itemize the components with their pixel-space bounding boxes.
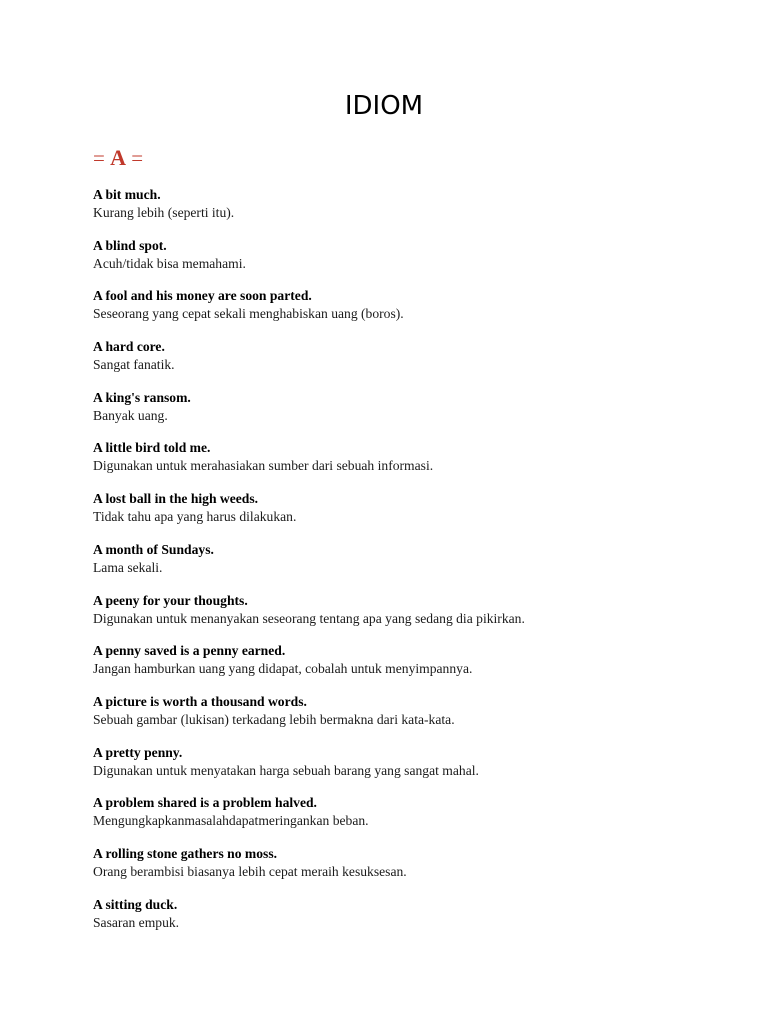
- idiom-meaning: Digunakan untuk menyatakan harga sebuah barang yang sangat mahal.: [93, 762, 479, 778]
- idiom-term: A problem shared is a problem halved.: [93, 795, 317, 811]
- section-header-prefix: =: [93, 146, 111, 170]
- idiom-term: A bit much.: [93, 187, 161, 202]
- idiom-meaning: Acuh/tidak bisa memahami.: [93, 255, 246, 271]
- idiom-term: A pretty penny.: [93, 744, 183, 760]
- idiom-meaning: Banyak uang.: [93, 407, 168, 423]
- idiom-meaning: Mengungkapkanmasalahdapatmeringankan beban.: [93, 813, 369, 829]
- idiom-entry: [93, 338, 733, 389]
- idiom-term: A peeny for your thoughts.: [93, 592, 248, 608]
- idiom-term: A sitting duck.: [93, 896, 178, 912]
- idiom-term: A penny saved is a penny earned.: [93, 643, 286, 659]
- idiom-meaning: Sasaran empuk.: [93, 914, 180, 930]
- idiom-entry: [93, 490, 733, 541]
- idiom-entry: [93, 592, 733, 643]
- idiom-entry: [93, 744, 733, 795]
- idiom-term: A blind spot.: [93, 237, 167, 253]
- idiom-entry: [93, 794, 733, 845]
- section-header-a: [93, 144, 143, 172]
- idiom-entry: [93, 896, 733, 947]
- idiom-meaning: Lama sekali.: [93, 559, 163, 575]
- idiom-meaning: Sebuah gambar (lukisan) terkadang lebih bermakna dari kata-kata.: [93, 711, 455, 727]
- idiom-meaning: Digunakan untuk menanyakan seseorang tentang apa yang sedang dia pikirkan.: [93, 610, 525, 626]
- idiom-term: A king's ransom.: [93, 389, 191, 405]
- idiom-meaning: Kurang lebih (seperti itu).: [93, 205, 235, 220]
- idiom-entry: [93, 693, 733, 744]
- idiom-term: A lost ball in the high weeds.: [93, 491, 259, 507]
- idiom-entry: [93, 642, 733, 693]
- idiom-meaning: Tidak tahu apa yang harus dilakukan.: [93, 509, 297, 525]
- section-header-suffix: =: [125, 146, 144, 170]
- idiom-term: A rolling stone gathers no moss.: [93, 845, 278, 861]
- idiom-entry: [93, 541, 733, 592]
- idiom-meaning: Digunakan untuk merahasiakan sumber dari sebuah informasi.: [93, 458, 434, 474]
- idiom-entry: [93, 287, 733, 338]
- section-header-letter: A: [110, 145, 126, 170]
- idiom-entry: [93, 845, 733, 896]
- idiom-meaning: Orang berambisi biasanya lebih cepat meraih kesuksesan.: [93, 863, 407, 879]
- idiom-term: A month of Sundays.: [93, 541, 214, 557]
- idiom-entry: [93, 439, 733, 490]
- page-title: IDIOM: [344, 91, 424, 121]
- idiom-term: A hard core.: [93, 339, 165, 355]
- idiom-list: [93, 186, 733, 946]
- idiom-entry: [93, 389, 733, 440]
- idiom-term: A fool and his money are soon parted.: [93, 288, 312, 304]
- idiom-meaning: Seseorang yang cepat sekali menghabiskan uang (boros).: [93, 306, 404, 322]
- idiom-entry: [93, 186, 733, 237]
- idiom-meaning: Sangat fanatik.: [93, 357, 175, 373]
- idiom-meaning: Jangan hamburkan uang yang didapat, cobalah untuk menyimpannya.: [93, 661, 473, 677]
- idiom-term: A picture is worth a thousand words.: [93, 693, 307, 709]
- idiom-term: A little bird told me.: [93, 440, 211, 456]
- idiom-entry: [93, 237, 733, 288]
